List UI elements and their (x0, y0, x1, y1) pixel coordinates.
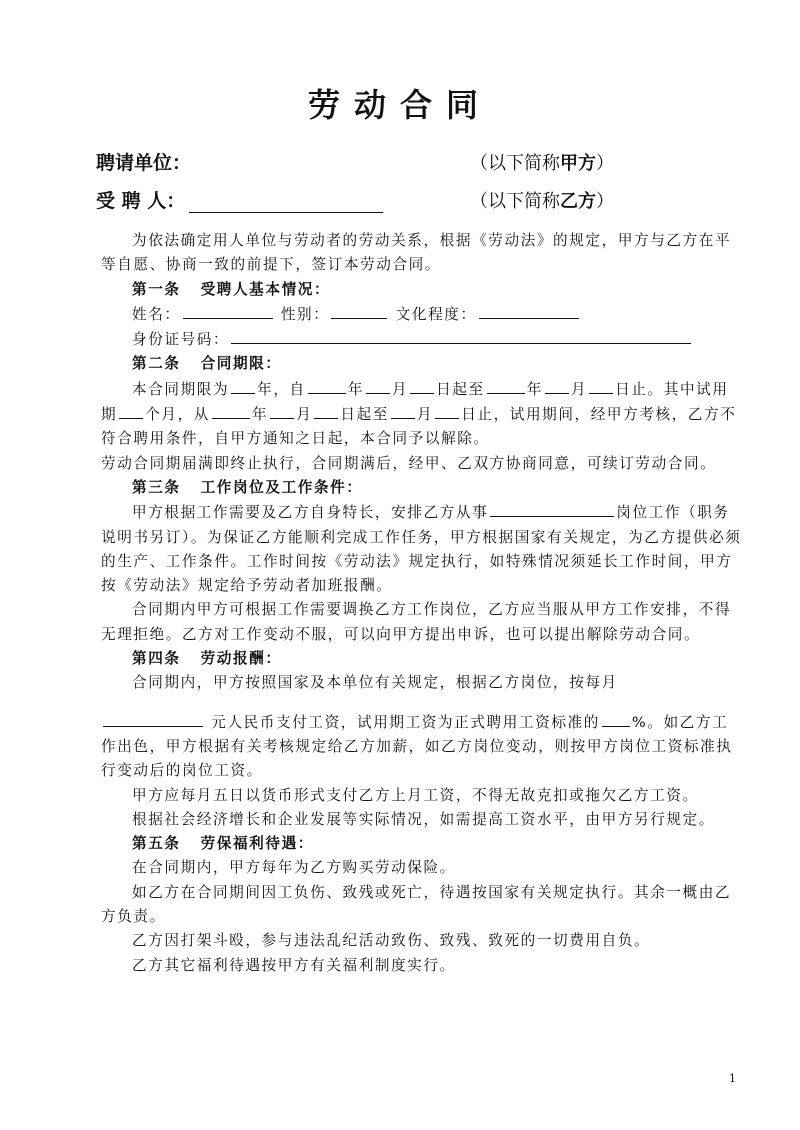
party-a-note: （以下简称甲方） (470, 153, 614, 174)
party-b-label: 受 聘 人： (96, 190, 186, 212)
probation-months-blank[interactable] (119, 402, 143, 419)
reassignment-paragraph: 合同期内甲方可根据工作需要调换乙方工作岗位，乙方应当服从甲方工作安排，不得无理拒绝。乙方对工作变动不服，可以向甲方提出申诉，也可以提出解除劳动合同。 (101, 601, 732, 643)
article-4-heading: 第四条 劳动报酬： (132, 650, 282, 668)
term-paragraph: 本合同期限为 年，自 年 月 日起至 年 月 日止。其中试用期 个月，从 年 月 日起至 月 日止，试用期间，经甲方考核，乙方不符合聘用条件，自甲方通知之日起，本合同予以解除。 (101, 377, 743, 452)
end-day-blank[interactable] (589, 377, 613, 394)
page-number: 1 (729, 1072, 736, 1085)
start-month-blank[interactable] (366, 377, 390, 394)
party-b-blank[interactable] (189, 196, 383, 213)
renewal-paragraph: 劳动合同期届满即终止执行，合同期满后，经甲、乙双方协商同意，可续订劳动合同。 (101, 454, 717, 472)
injury-paragraph: 如乙方在合同期间因工负伤、致残或死亡，待遇按国家有关规定执行。其余一概由乙方负责。 (101, 883, 732, 926)
id-number-blank[interactable] (231, 327, 691, 344)
other-benefits-paragraph: 乙方其它福利待遇按甲方有关福利制度实行。 (132, 956, 456, 974)
probation-start-year-blank[interactable] (212, 402, 250, 419)
basic-info-line: 姓名： 性别： 文化程度： (101, 302, 743, 327)
party-a-row (96, 148, 191, 175)
article-3-heading: 第三条 工作岗位及工作条件： (132, 478, 363, 496)
probation-end-day-blank[interactable] (435, 402, 459, 419)
party-a-abbr: 甲方 (560, 153, 596, 174)
salary-intro-line: 合同期内，甲方按照国家及本单位有关规定，根据乙方岗位，按每月 (132, 674, 618, 692)
self-liability-paragraph: 乙方因打架斗殴，参与违法乱纪活动致伤、致残、致死的一切费用自负。 (132, 932, 651, 950)
gender-blank[interactable] (331, 302, 387, 319)
raise-paragraph: 根据社会经济增长和企业发展等实际情况，如需提高工资水平，由甲方另行规定。 (132, 810, 715, 828)
position-paragraph: 甲方根据工作需要及乙方自身特长，安排乙方从事 岗位工作（职务说明书另订）。为保证乙方能顺利完成工作任务，甲方根据国家有关规定，为乙方提供必须的生产、工作条件。工作时间按《劳动法》规定执行，如特殊情况须延长工作时间，甲方按《劳动法》规定给予劳动者加班报酬。 (101, 500, 743, 598)
monthly-salary-blank[interactable] (103, 710, 203, 727)
document-title: 劳动合同 (307, 86, 492, 124)
education-blank[interactable] (479, 302, 579, 319)
probation-start-month-blank[interactable] (270, 402, 294, 419)
article-5-heading: 第五条 劳保福利待遇： (132, 835, 314, 853)
position-blank[interactable] (490, 500, 614, 517)
insurance-paragraph: 在合同期内，甲方每年为乙方购买劳动保险。 (132, 859, 456, 877)
party-a-label: 聘请单位： (96, 152, 192, 174)
party-b-row (96, 186, 383, 213)
probation-start-day-blank[interactable] (314, 402, 338, 419)
end-year-blank[interactable] (487, 377, 525, 394)
start-day-blank[interactable] (410, 377, 434, 394)
intro-paragraph: 为依法确定用人单位与劳动者的劳动关系，根据《劳动法》的规定，甲方与乙方在平等自愿、协商一致的前提下，签订本劳动合同。 (101, 232, 732, 274)
article-2-heading: 第二条 合同期限： (132, 355, 282, 373)
party-b-abbr: 乙方 (560, 191, 596, 212)
salary-paragraph: 元人民币支付工资，试用期工资为正式聘用工资标准的 %。如乙方工作出色，甲方根据有关考核规定给乙方加薪，如乙方岗位变动，则按甲方岗位工资标准执行变动后的岗位工资。 (101, 710, 743, 784)
contract-body (101, 229, 743, 978)
start-year-blank[interactable] (308, 377, 346, 394)
payday-paragraph: 甲方应每月五日以货币形式支付乙方上月工资，不得无故克扣或拖欠乙方工资。 (132, 786, 699, 804)
name-blank[interactable] (183, 302, 273, 319)
party-b-note: （以下简称乙方） (470, 191, 614, 212)
id-line: 身份证号码： (101, 327, 743, 352)
term-years-blank[interactable] (231, 377, 255, 394)
end-month-blank[interactable] (545, 377, 569, 394)
probation-percent-blank[interactable] (602, 710, 630, 727)
article-1-heading: 第一条 受聘人基本情况： (132, 280, 331, 298)
probation-end-month-blank[interactable] (391, 402, 415, 419)
